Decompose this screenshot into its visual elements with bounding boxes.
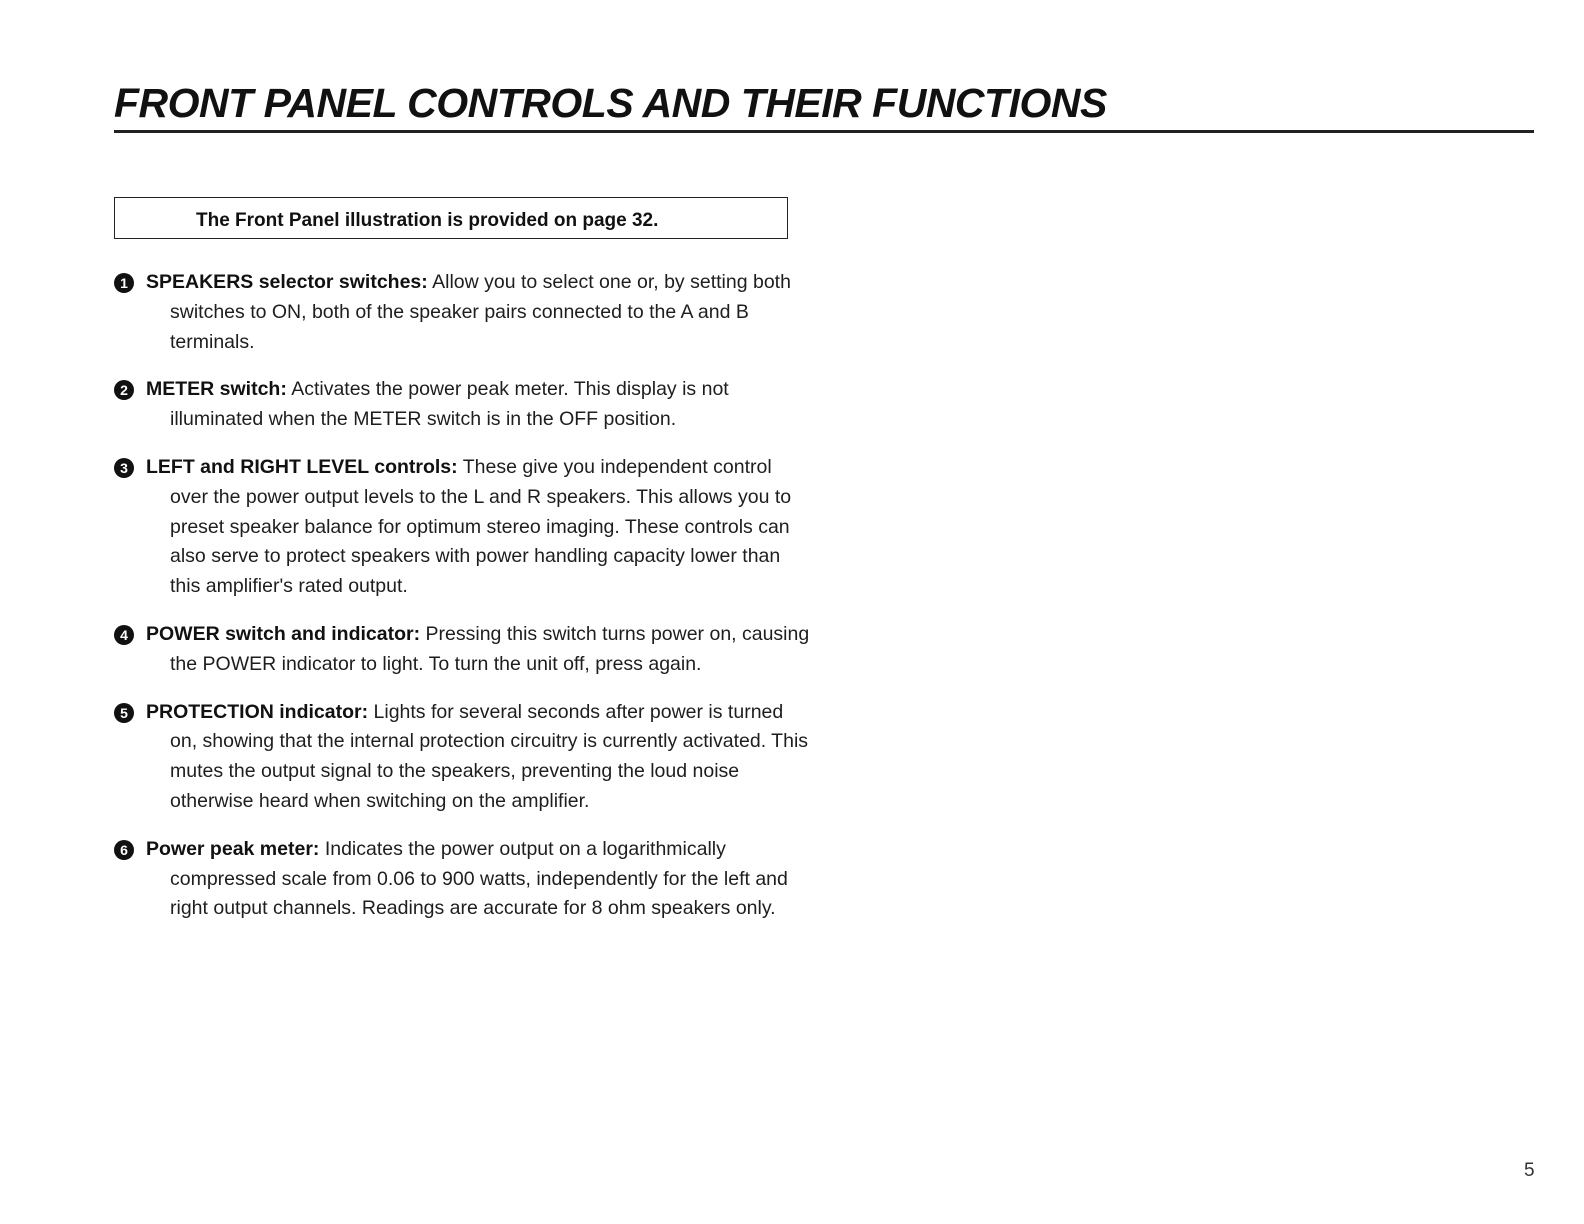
number-badge: 3 bbox=[114, 458, 134, 478]
number-badge: 5 bbox=[114, 703, 134, 723]
item-description: These give you independent control over the power output levels to the L and R speakers. This allows you to preset speaker balance for optimum stereo imaging. These controls can also serve to protect speakers with power handling capacity lower than this amplifier's rated output. bbox=[170, 455, 792, 598]
title-rule bbox=[114, 130, 1534, 133]
list-item-speakers-selector bbox=[114, 268, 814, 357]
item-label: Power peak meter: bbox=[146, 837, 320, 860]
item-description: Lights for several seconds after power is turned on, showing that the internal protection circuitry is currently activated. This mutes the output signal to the speakers, preventing the loud noise otherwise heard when switching on the amplifier. bbox=[170, 700, 809, 812]
item-label: POWER switch and indicator: bbox=[146, 622, 421, 645]
item-description: Activates the power peak meter. This display is not illuminated when the METER switch is in the OFF position. bbox=[170, 378, 729, 431]
item-label: PROTECTION indicator: bbox=[146, 700, 369, 723]
list-item-level-controls bbox=[114, 453, 814, 602]
controls-list bbox=[114, 268, 814, 942]
item-description: Pressing this switch turns power on, causing the POWER indicator to light. To turn the unit off, press again. bbox=[170, 622, 810, 675]
list-item-protection-indicator bbox=[114, 698, 814, 817]
list-item-power-peak-meter bbox=[114, 835, 814, 924]
notice-box bbox=[114, 197, 788, 239]
page-number: 5 bbox=[1524, 1160, 1535, 1181]
list-item-power-switch bbox=[114, 620, 814, 680]
number-badge: 6 bbox=[114, 840, 134, 860]
number-badge: 4 bbox=[114, 625, 134, 645]
notice-text: The Front Panel illustration is provided on page 32. bbox=[196, 210, 659, 231]
item-label: LEFT and RIGHT LEVEL controls: bbox=[146, 455, 458, 478]
item-label: SPEAKERS selector switches: bbox=[146, 271, 428, 293]
item-description: Allow you to select one or, by setting both switches to ON, both of the speaker pairs connected to the A and B terminals. bbox=[170, 271, 791, 353]
item-description: Indicates the power output on a logarithmically compressed scale from 0.06 to 900 watts, independently for the left and right output channels. Readings are accurate for 8 ohm speakers only. bbox=[170, 837, 788, 920]
page-title: FRONT PANEL CONTROLS AND THEIR FUNCTIONS bbox=[114, 80, 1107, 126]
list-item-meter-switch bbox=[114, 375, 814, 435]
number-badge: 1 bbox=[114, 273, 134, 293]
number-badge: 2 bbox=[114, 380, 134, 400]
item-label: METER switch: bbox=[146, 378, 287, 401]
